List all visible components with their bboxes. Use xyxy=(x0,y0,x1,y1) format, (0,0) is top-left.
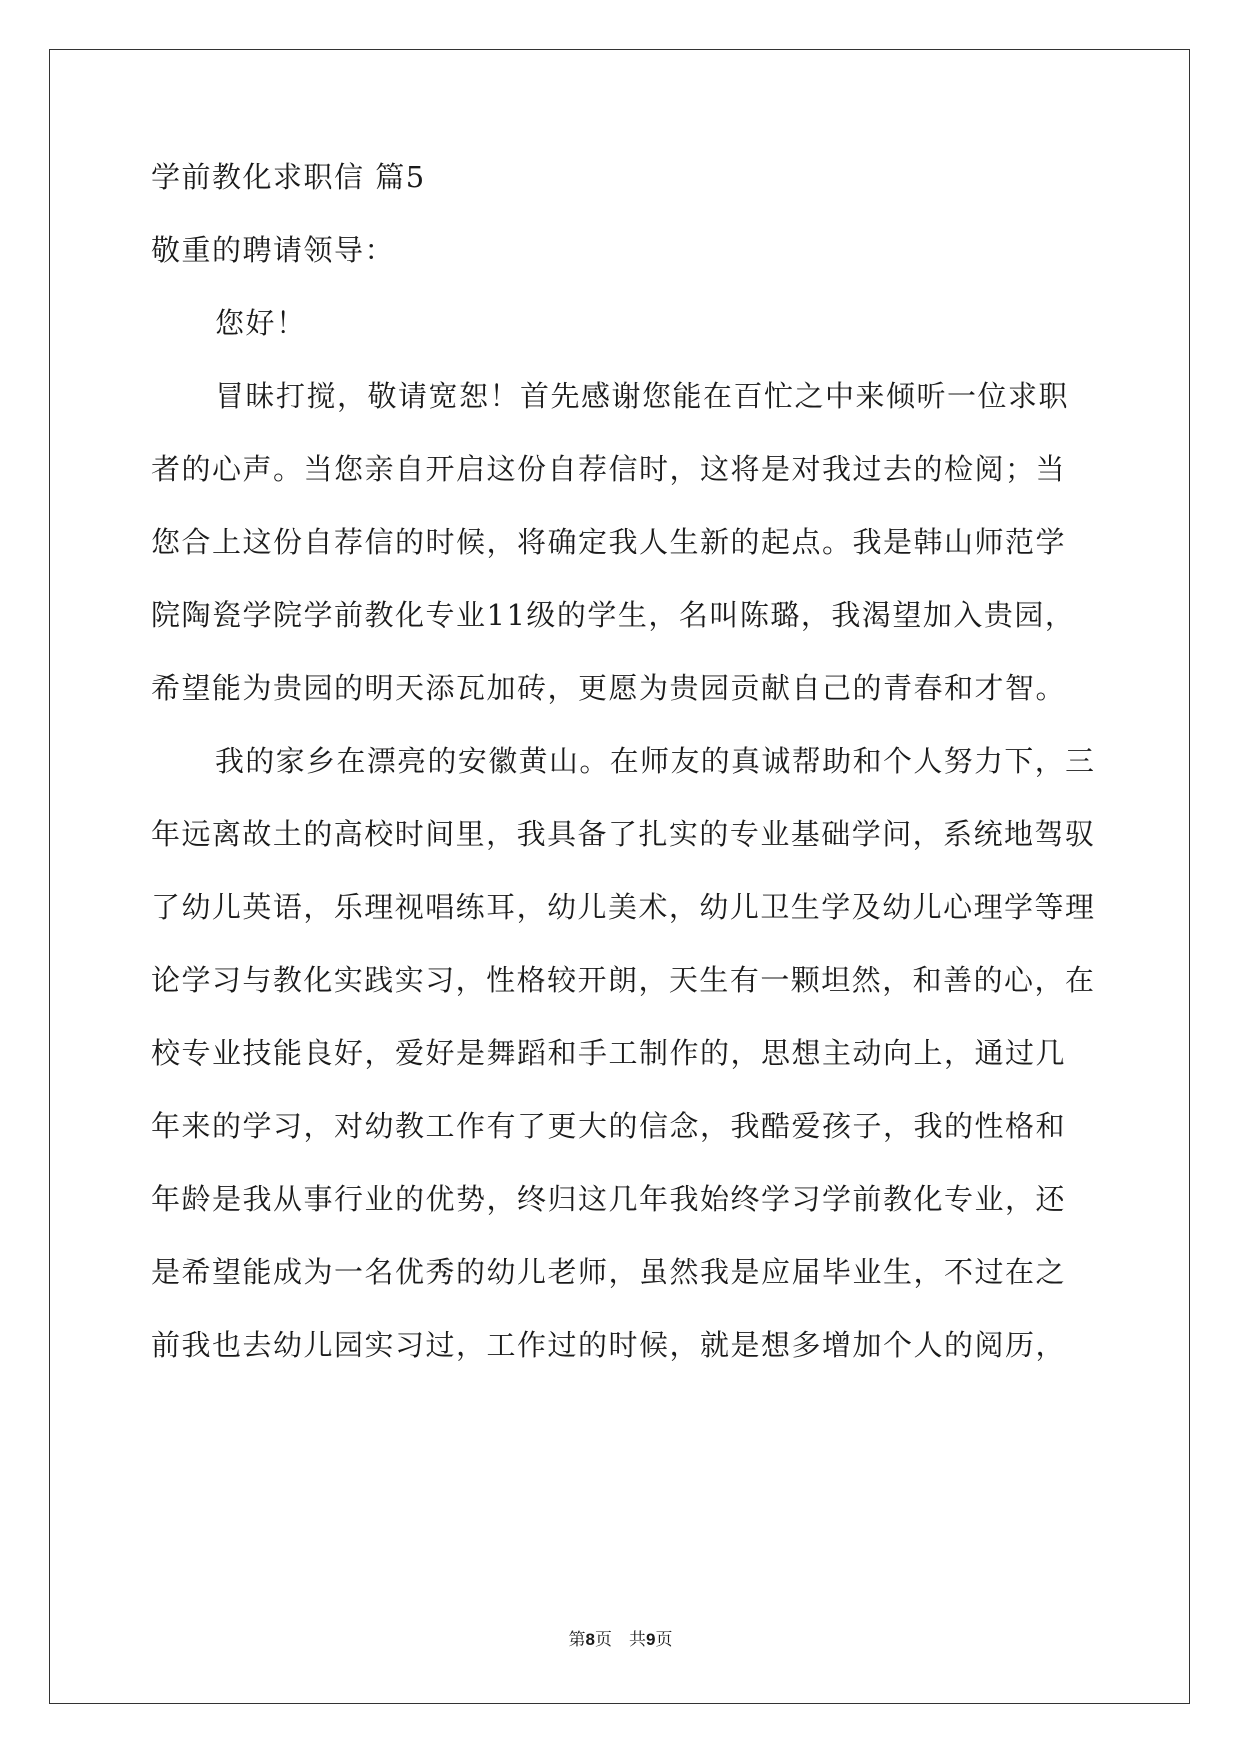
paragraph1-line: 院陶瓷学院学前教化专业11级的学生，名叫陈璐，我渴望加入贵园， xyxy=(151,598,1076,632)
paragraph2-line: 是希望能成为一名优秀的幼儿老师，虽然我是应届毕业生，不过在之 xyxy=(151,1255,1067,1289)
paragraph2-line: 论学习与教化实践实习，性格较开朗，天生有一颗坦然，和善的心，在 xyxy=(151,963,1096,997)
paragraph2-line: 我的家乡在漂亮的安徽黄山。在师友的真诚帮助和个人努力下，三 xyxy=(215,744,1096,778)
paragraph2-line: 年来的学习，对幼教工作有了更大的信念，我酷爱孩子，我的性格和 xyxy=(151,1109,1067,1143)
paragraph1-line: 您合上这份自荐信的时候，将确定我人生新的起点。我是韩山师范学 xyxy=(151,525,1067,559)
document-title: 学前教化求职信 篇5 xyxy=(151,160,426,194)
paragraph2-line: 年远离故土的高校时间里，我具备了扎实的专业基础学问，系统地驾驭 xyxy=(151,817,1096,851)
paragraph2-line: 年龄是我从事行业的优势，终归这几年我始终学习学前教化专业，还 xyxy=(151,1182,1067,1216)
page-suffix: 页 xyxy=(655,1630,673,1650)
paragraph1-line: 者的心声。当您亲自开启这份自荐信时，这将是对我过去的检阅；当 xyxy=(151,452,1067,486)
salutation: 敬重的聘请领导： xyxy=(151,233,396,267)
paragraph2-line: 前我也去幼儿园实习过，工作过的时候，就是想多增加个人的阅历， xyxy=(151,1328,1067,1362)
page-footer xyxy=(0,1625,1241,1650)
total-pages-number: 9 xyxy=(646,1630,656,1649)
page-mid: 页 共 xyxy=(595,1630,646,1650)
page-border xyxy=(49,49,1190,1704)
greeting: 您好！ xyxy=(215,306,307,340)
paragraph2-line: 校专业技能良好，爱好是舞蹈和手工制作的，思想主动向上，通过几 xyxy=(151,1036,1067,1070)
paragraph1-line: 希望能为贵园的明天添瓦加砖，更愿为贵园贡献自己的青春和才智。 xyxy=(151,671,1067,705)
page-prefix: 第 xyxy=(568,1630,586,1650)
paragraph2-line: 了幼儿英语，乐理视唱练耳，幼儿美术，幼儿卫生学及幼儿心理学等理 xyxy=(151,890,1096,924)
current-page-number: 8 xyxy=(585,1630,595,1649)
paragraph1-line: 冒昧打搅，敬请宽恕！首先感谢您能在百忙之中来倾听一位求职 xyxy=(215,379,1070,413)
